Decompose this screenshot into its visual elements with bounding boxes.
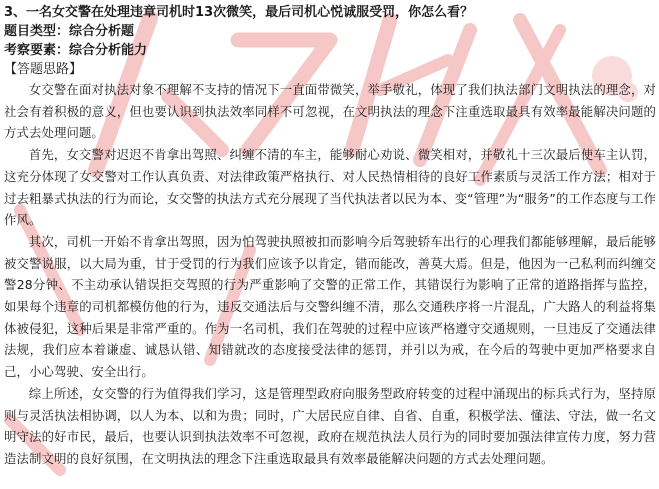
question-type-label: 题目类型：综合分析题 [4, 24, 135, 39]
answer-heading: 【答题思路】 [4, 62, 83, 77]
paragraph-intro: 女交警在面对执法对象不理解不支持的情况下一直面带微笑，举手敬礼，体现了我们执法部门文明执法的理念，对社会有着积极的意义，但也要认识到执法效率同样不可忽视，在文明执法的理念下注重选取最具有效率最能解决问题的方式去处理问题。 [4, 82, 656, 141]
document-page [4, 3, 656, 470]
paragraph-second: 其次，司机一开始不肯拿出驾照，因为怕驾驶执照被扣而影响今后驾驶轿车出行的心理我们都能够理解，最后能够被交警说服，以大局为重，甘于受罚的行为我们应该予以肯定，错而能改，善莫大焉。但是，他因为一己私利而纠缠交警28分钟、不主动承认错误拒交驾照的行为严重影响了交警的正常工作，其错误行为影响了正常的道路指挥与监控，如果每个违章的司机都模仿他的行为，违反交通法后与交警纠缠不清，那么交通秩序将一片混乱，广大路人的利益将集体被侵犯，这种后果是非常严重的。作为一名司机，我们在驾驶的过程中应该严格遵守交通规则，一旦违反了交通法律法规，我们应本着谦虚、诚恳认错、知错就改的态度接受法律的惩罚，并引以为戒，在今后的驾驶中更加严格要求自己，小心驾驶、安全出行。 [4, 233, 656, 380]
paragraph-conclusion: 综上所述，女交警的行为值得我们学习，这是管理型政府向服务型政府转变的过程中涌现出的标兵式行为，坚持原则与灵活执法相协调，以人为本、以和为贵；同时，广大居民应自律、自省、自重，积极学法、懂法、守法，做一名文明守法的好市民，最后，也要认识到执法效率不可忽视，政府在规范执法人员行为的同时要加强法律宣传力度，努力营造法制文明的良好氛围，在文明执法的理念下注重选取最具有效率最能解决问题的方式去处理问题。 [4, 385, 656, 466]
question-element-label: 考察要素：综合分析能力 [4, 43, 148, 58]
paragraph-first: 首先，女交警对迟迟不肯拿出驾照、纠缠不清的车主，能够耐心劝说、微笑相对，并敬礼十三次最后使车主认罚，这充分体现了女交警对工作认真负责、对法律政策严格执行、对人民热情相待的良好工作素质与灵活工作方法；相对于过去粗暴式执法的行为而论，女交警的执法方式充分展现了当代执法者以民为本、变“管理”为“服务”的工作态度与工作作风。 [4, 147, 656, 228]
question-title: 3、一名女交警在处理违章司机时13次微笑，最后司机心悦诚服受罚，你怎么看？ [4, 5, 474, 20]
